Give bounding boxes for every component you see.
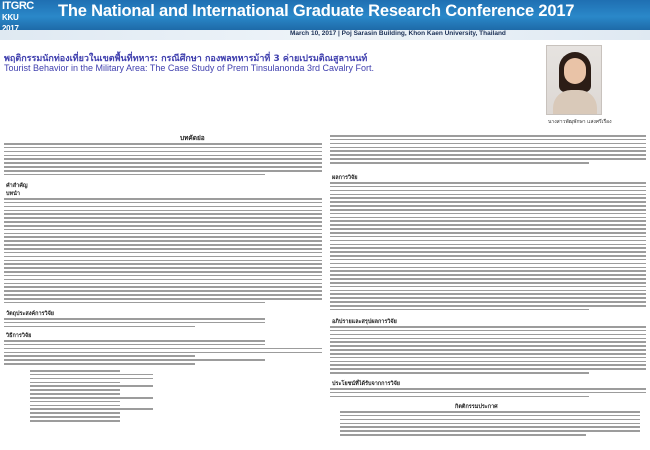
acknowledgement-text [340,411,640,438]
intro-heading: บทนำ [6,191,20,197]
objectives-heading: วัตถุประสงค์การวิจัย [6,311,55,317]
results-heading: ผลการวิจัย [332,175,358,181]
benefits-heading: ประโยชน์ที่ได้รับจากการวิจัย [332,381,401,387]
conference-banner [0,0,650,30]
method-heading: วิธีการวิจัย [6,333,32,339]
abstract-text [4,143,322,178]
paper-title-english: Tourist Behavior in the Military Area: The Case Study of Prem Tinsulanonda 3rd Cavalry Fort. [4,63,375,73]
conference-date-venue: March 10, 2017 | Poj Sarasin Building, Khon Kaen University, Thailand [290,30,506,37]
benefits-text [330,388,646,400]
conference-info-bar [0,30,650,40]
right-intro-text [330,135,646,166]
author-photo [546,45,602,115]
keywords-heading: คำสำคัญ [6,183,28,189]
results-text [330,182,646,313]
formula-block [30,370,180,424]
method-text [4,340,322,367]
acknowledgement-heading: กิตติกรรมประกาศ [455,404,498,410]
intro-text [4,198,322,306]
logo-line1: ITGRC [2,0,34,12]
conference-logo [2,0,34,30]
conference-title: The National and International Graduate Research Conference 2017 [58,2,575,20]
paper-title-thai: พฤติกรรมนักท่องเที่ยวในเขตพื้นที่ทหาร: กรณีศึกษา กองพลทหารม้าที่ 3 ค่ายเปรมติณสูลานนท์ [4,54,368,64]
discussion-heading: อภิปรายและสรุปผลการวิจัย [332,319,397,325]
discussion-text [330,326,646,376]
logo-line2: KKU 2017 [2,13,19,30]
objectives-text [4,318,322,330]
author-name: นางสาวพัฒุพักษา แสงศรีเรือง [548,119,612,125]
abstract-heading: บทคัดย่อ [180,134,205,142]
